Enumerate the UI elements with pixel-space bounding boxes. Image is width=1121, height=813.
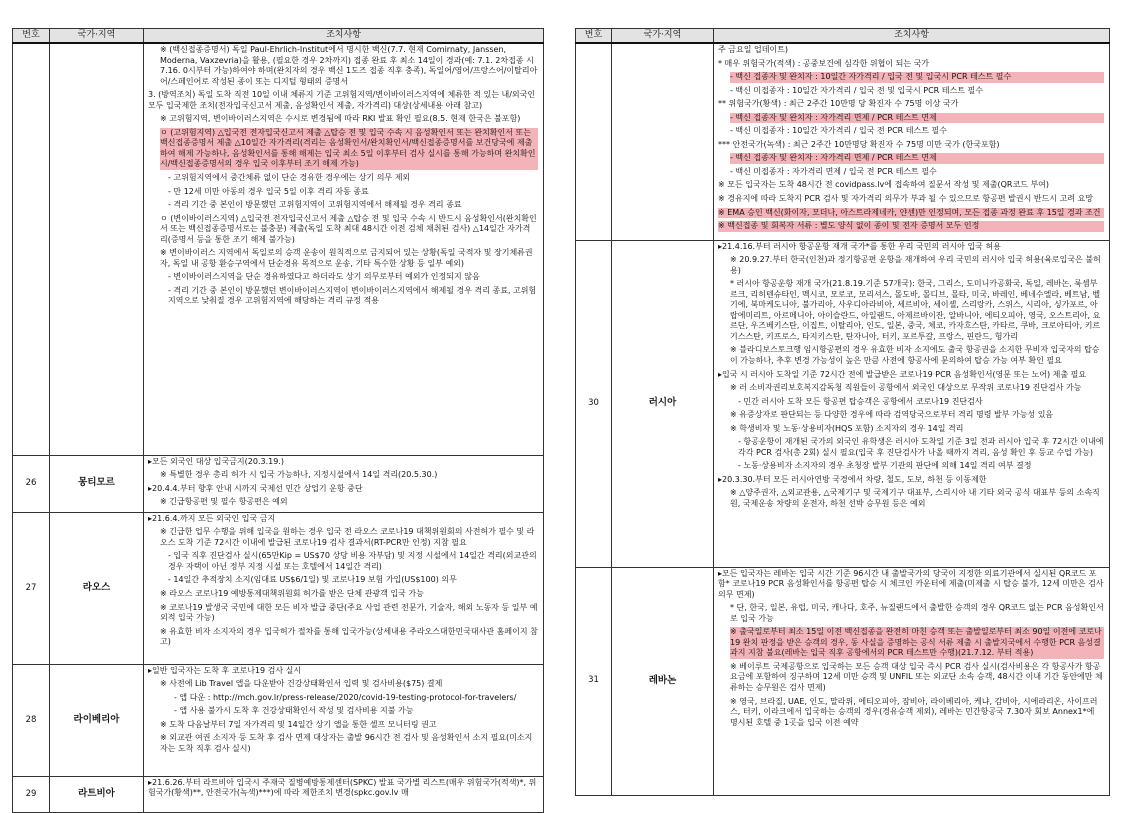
measures-cell <box>144 664 544 776</box>
measure-paragraph: ▸21.6.26.부터 라트비아 입국시 주재국 질병예방통제센터(SPKC) 발표 국가별 리스트(매우 위험국가(적색)*, 위험국가(황색)**, 안전국가(녹색)***)에 따라 제한조치 변경(spkc.gov.lv 매 <box>148 777 537 798</box>
measure-paragraph: ※ 특별한 경우 총리 허가 시 입국 가능하나, 지정시설에서 14일 격리(20.5.30.) <box>160 470 438 480</box>
measure-paragraph: ※ 러 소비자권리보호복지감독청 직원들이 공항에서 외국인 대상으로 무작위 코로나19 진단검사 가능 <box>730 383 1082 393</box>
right-measures-table <box>575 28 1110 796</box>
measure-paragraph: ※ 경유지에 따라 도착지 PCR 검사 및 자가격리 의무가 부과 될 수 있으므로 항공편 발권시 반드시 고려 요망 <box>718 194 1094 204</box>
row-number <box>576 43 612 240</box>
measure-paragraph: *** 안전국가(녹색) : 최근 2주간 10만명당 확진자 수 75명 미만 국가 (한국포함) <box>718 139 1000 149</box>
measure-paragraph: ※ 20.9.27.부터 한국(인천)과 정기항공편 운항을 재개하여 우리 국민의 러시아 입국 허용(육로입국은 불허용) <box>730 255 1101 275</box>
measures-cell <box>144 43 544 455</box>
measures-cell <box>714 567 1110 795</box>
measure-paragraph: ※ 유효한 비자 소지자의 경우 입국허가 절차를 통해 입국가능(상세내용 주라오스대한민국대사관 홈페이지 참고) <box>160 626 538 647</box>
measure-paragraph: * 단, 한국, 일본, 유럽, 미국, 캐나다, 호주, 뉴질랜드에서 출발한 승객의 경우 QR코드 없는 PCR 음성확인서로 입국 가능 <box>730 603 1104 623</box>
measure-paragraph: 주 금요일 업데이트) <box>718 45 789 54</box>
measure-paragraph: ▸21.4.16.부터 러시아 항공운항 재개 국가*를 통한 우리 국민의 러시아 입국 허용 <box>718 241 1001 251</box>
table-row <box>13 43 544 455</box>
measure-paragraph: - 앱 사용 불가시 도착 후 건강상태확인서 작성 및 검사비용 지불 가능 <box>174 706 414 716</box>
measure-paragraph: ※ 긴급항공편 및 필수 항공편은 예외 <box>160 497 288 507</box>
country-name: 레바논 <box>612 567 714 795</box>
row-number: 26 <box>13 455 50 512</box>
measure-paragraph: ㅇ (변이바이러스지역) △입국전 전자입국신고서 제출 △탑승 전 및 입국 수속 시 반드시 음성확인서(완치확인서 또는 백신접종증명서로는 불충분) 제출(독일 도착 최대 48시간 이전 검체 채취된 검사) △14일간 자가격리(증명서 등을 통한 조기 해제 불가능) <box>160 213 537 244</box>
measure-paragraph: - 백신 미접종자 : 자가격리 면제 / 입국 전 PCR 테스트 필수 <box>730 166 937 176</box>
row-number: 28 <box>13 664 50 776</box>
row-number <box>13 43 50 455</box>
measure-paragraph: ※ △양주권자, △외교관용, △국제기구 및 국제기구 대표부, 스리시아 내 기타 외국 공식 대표부 등의 소속직원, 국제운송 차량의 운전자, 하천 선박 승무원 등은 예외 <box>730 488 1100 508</box>
measure-paragraph: ※ 출국일로부터 최소 15일 이전 백신접종을 완전히 마친 승객 또는 출발일로부터 최소 90일 이전에 코로나19 완치 판정을 받은 승객의 경우, 동 사실을 증명하는 공식 서류 제출 시 출발지국에서 수행한 PCR 음성결과지 지참 불요(레바논 입국 직후 공항에서의 PCR 테스트만 수행)(21.7.12. 부터 적용) <box>730 627 1104 659</box>
measure-paragraph: - 14일간 추적장치 소지(임대료 US$6/1일) 및 코로나19 보험 가입(US$100) 의무 <box>168 575 457 585</box>
measure-paragraph: ※ 영국, 브라질, UAE, 인도, 말라위, 에티오피아, 잠비아, 라이베리아, 케냐, 감비아, 시에라리온, 사이프러스, 터키, 이라크에서 입국하는 승객의 경우(경유승객 제외), 레바논 민간항공국 7.30자 회보 Annex1*에 명시된 호텔 중 1곳을 입국 이전 예약 <box>730 696 1098 727</box>
measure-paragraph: ▸일반 입국자는 도착 후 코로나19 검사 실시 <box>148 665 302 675</box>
measure-paragraph: - 고위험지역에서 중간체류 없이 단순 경유한 경우에는 상기 의무 제외 <box>168 173 411 183</box>
measure-paragraph: ※ 도착 다음날부터 7일 자가격리 및 14일간 상기 앱을 통한 셀프 모니터링 권고 <box>160 719 437 729</box>
measure-paragraph: - 백신 미접종자 : 10일간 자가격리 / 입국 전 PCR 테스트 필수 <box>730 126 947 136</box>
header-num: 번호 <box>13 29 50 44</box>
measure-paragraph: ※ 학생비자 및 노동·상용비자(HQS 포함) 소지자의 경우 14일 격리 <box>730 423 964 433</box>
header-num: 번호 <box>576 29 612 44</box>
header-measures: 조치사항 <box>714 29 1110 44</box>
country-name <box>50 43 144 455</box>
row-number: 29 <box>13 776 50 812</box>
measure-paragraph: ※ (백신접종증명서) 독일 Paul-Ehrlich-Institut에서 명시한 백신(7.7. 현재 Comirnaty, Janssen, Moderna, Vaxzevria)을 활용, (필요한 경우 2차까지) 접종 완료 후 최소 14일이 경과(예: 7.1. 2차접종 시 7.16. 0시부터 가능)하여야 하며(완치자의 경우 백신 1도즈 접종 직후 충족), 독일어/영어/프랑스어/이탈리아어/스페인어로 작성된 종이 또는 디지털 형태의 증명서 <box>160 45 538 86</box>
measure-paragraph: - 변이바이러스지역을 단순 경유하였다고 하더라도 상기 의무로부터 예외가 인정되지 않음 <box>168 272 480 282</box>
measure-paragraph: ㅇ (고위험지역) △입국전 전자입국신고서 제출 △탑승 전 및 입국 수속 시 음성확인서 또는 완치확인서 또는 백신접종증명서 제출 △10일간 자가격리(격리는 음성확인서/완치확인서/백신접종증명서를 보건당국에 제출하여 해제 가능하나, 음성확인서를 통해 해제는 입국 최소 5일 이후부터 검사 실시를 통해 가능하며 완치확인시/백신접종증명서의 경우 입국 이후부터 조기 해제 가능) <box>160 128 538 170</box>
table-row <box>13 664 544 776</box>
measure-paragraph: ※ 백신접종 및 회복자 서류 : 별도 양식 없이 종이 및 전자 증명서 모두 인정 <box>718 221 1104 232</box>
table-row <box>576 567 1110 795</box>
measure-paragraph: ▸20.3.30.부터 모든 러시아연방 국경에서 차량, 철도, 도보, 하천 등 이동제한 <box>718 474 987 484</box>
measure-paragraph: 3. (방역조치) 독일 도착 직전 10일 이내 체류지 기준 고위험지역/변이바이러스지역에 체류한 적 있는 내/외국인 모두 입국제한 조치(전자입국신고서 제출, 음성확인서 제출, 자가격리) 대상(상세내용 아래 참고) <box>148 90 536 110</box>
measure-paragraph: ※ 외교관 여권 소지자 등 도착 후 검사 면제 대상자는 출발 96시간 전 검사 및 음성확인서 소지 필요(미소지자는 도착 직후 검사 실시) <box>160 733 533 753</box>
measure-paragraph: - 만 12세 미만 아동의 경우 입국 5일 이후 격리 자동 종료 <box>168 186 369 196</box>
left-measures-table <box>12 28 544 813</box>
measures-cell <box>714 43 1110 240</box>
measure-paragraph: - 입국 직후 진단검사 실시(65만Kip = US$70 상당 비용 자부담) 및 지정 시설에서 14일간 격리(외교관의 경우 자택이 아닌 정부 지정 시설 또는 호텔에서 14일간 격리) <box>168 551 537 571</box>
measure-paragraph: ※ 긴급한 업무 수행을 위해 입국을 원하는 경우 입국 전 라오스 코로나19 대책위원회의 사전허가 필수 및 라오스 도착 기준 72시간 이내에 발급된 코로나19 검사 결과서(RT-PCR만 인정) 지참 필요 <box>160 527 535 547</box>
measure-paragraph: * 러시아 항공운항 재개 국가(21.8.19.기준 57개국): 한국, 그리스, 도미니카공화국, 독일, 레바논, 룩셈부르크, 리히텐슈타인, 멕시코, 모로코, 모리셔스, 몰도바, 몰디브, 몰타, 미국, 바레인, 베네수엘라, 베트남, 벨기에, 북마케도니아, 불가리아, 사우디아라비아, 세르비아, 세이셸, 스리랑카, 스위스, 시리아, 싱가포르, 아랍에미리트, 아르메니아, 아이슬란드, 아일랜드, 아제르바이잔, 알바니아, 에티오피아, 영국, 오스트리아, 요르단, 우즈베키스탄, 이집트, 이탈리아, 인도, 일본, 중국, 체코, 카자흐스탄, 카타르, 쿠바, 크로아티아, 키르기스스탄, 키프로스, 타지키스탄, 탄자니아, 터키, 포르투갈, 프랑스, 핀란드, 헝가리 <box>730 279 1101 341</box>
measure-paragraph: ▸모든 입국자는 레바논 입국 시간 기준 96시간 내 출발국가의 당국이 지정한 의료기관에서 실시된 QR코드 포함* 코로나19 PCR 음성확인서를 항공편 탑승 시 체크인 카운터에 제출(미제출 시 탑승 불가, 12세 미만은 검사 의무 면제) <box>718 568 1104 599</box>
measure-paragraph: ※ 베이루트 국제공항으로 입국하는 모든 승객 대상 입국 즉시 PCR 검사 실시(검사비용은 각 항공사가 항공 요금에 포함하여 징구하며 12세 미만 승객 및 UNFIL 또는 외교단 소속 승객, 48시간 이내 기간 동안에만 체류하는 승무원은 검사 면제) <box>730 661 1103 692</box>
row-number: 31 <box>576 567 612 795</box>
measure-paragraph: ※ 모든 입국자는 도착 48시간 전 covidpass.lv에 접속하여 질문서 작성 및 제출(QR코드 부여) <box>718 180 1050 190</box>
country-name: 몽티모르 <box>50 455 144 512</box>
country-name: 라트비아 <box>50 776 144 812</box>
measure-paragraph: ※ 라오스 코로나19 예방통제대책위원회 허가를 받은 단체 관광객 입국 가능 <box>160 588 424 598</box>
table-row <box>13 776 544 812</box>
measures-cell <box>144 512 544 664</box>
measures-cell <box>144 776 544 812</box>
measure-paragraph: ※ 유증상자로 판단되는 등 다양한 경우에 따라 검역당국으로부터 격리 명령 발부 가능성 있음 <box>730 410 1054 420</box>
measures-cell <box>144 455 544 512</box>
measure-paragraph: ※ 변이바이러스 지역에서 독일로의 승객 운송이 원칙적으로 금지되어 있는 상황(독일 국적자 및 장기체류권자, 독일 내 공항 환승구역에서 단순경유 목적으로 운송, 기타 특수한 상황 등 일부 예외) <box>160 248 533 268</box>
country-name <box>612 43 714 240</box>
header-country: 국가·지역 <box>50 29 144 44</box>
measure-paragraph: ▸21.6.4.까지 모든 외국인 입국 금지 <box>148 513 276 523</box>
table-row <box>13 512 544 664</box>
table-row <box>13 455 544 512</box>
measure-paragraph: - 백신 접종자 및 완치자 : 자가격리 면제 / PCR 테스트 면제 <box>730 153 1104 164</box>
measure-paragraph: - 백신 미접종자 : 10일간 자가격리 / 입국 전 및 입국시 PCR 테스트 필수 <box>730 85 983 95</box>
measure-paragraph: ※ 코로나19 발생국 국민에 대한 모든 비자 발급 중단(주요 사업 관련 전문가, 기술자, 해외 노동자 등 일부 예외적 입국 가능) <box>160 602 538 623</box>
measure-paragraph: - 앱 다운 : http://mch.gov.lr/press-release/2020/covid-19-testing-protocol-for-travelers/ <box>174 692 517 702</box>
measure-paragraph: ▸모든 외국인 대상 입국금지(20.3.19.) <box>148 456 284 466</box>
measure-paragraph: - 격리 기간 중 본인이 방문했던 고위험지역이 고위험지역에서 해제될 경우 격리 종료 <box>168 200 462 210</box>
measure-paragraph: - 백신 접종자 및 완치자 : 자가격리 면제 / PCR 테스트 면제 <box>730 113 1104 124</box>
table-row <box>576 240 1110 567</box>
measure-paragraph: ▸20.4.4.부터 향후 안내 시까지 국제선 민간 상업기 운항 중단 <box>148 483 363 493</box>
row-number: 27 <box>13 512 50 664</box>
measure-paragraph: ** 위험국가(황색) : 최근 2주간 10만명 당 확진자 수 75명 이상 국가 <box>718 99 959 109</box>
measures-cell <box>714 240 1110 567</box>
country-name: 라오스 <box>50 512 144 664</box>
measure-paragraph: - 민간 러시아 도착 모든 항공편 탑승객은 공항에서 코로나19 진단검사 <box>738 396 983 406</box>
header-measures: 조치사항 <box>144 29 544 44</box>
row-number: 30 <box>576 240 612 567</box>
measure-paragraph: ※ 블라디보스토크행 임시항공편의 경우 유효한 비자 소지에도 출국 항공권을 소지한 무비자 입국자의 탑승이 가능하나, 추후 변경 가능성이 높은 만큼 사전에 항공사에 문의하여 탑승 가능 여부 확인 필요 <box>730 345 1100 365</box>
table-row <box>576 43 1110 240</box>
header-country: 국가·지역 <box>612 29 714 44</box>
country-name: 라이베리아 <box>50 664 144 776</box>
measure-paragraph: ※ EMA 승인 백신(화이자, 모더나, 아스트라제네카, 얀센)만 인정되며, 모든 접종 과정 완료 후 15일 경과 조건 <box>718 208 1104 219</box>
measure-paragraph: * 매우 위험국가(적색) : 공중보건에 심각한 위협이 되는 국가 <box>718 58 930 68</box>
measure-paragraph: - 항공운항이 재개된 국가의 외국인 유학생은 러시아 도착일 기준 3일 전과 러시아 입국 후 72시간 이내에 각각 PCR 검사(총 2회) 실시 필요(입국 후 진단검사가 나올 때까지 격리, 음성 확인 후 등교 수업 가능) <box>738 437 1104 457</box>
table-header-row <box>13 29 544 44</box>
measure-paragraph: ※ 고위험지역, 변이바이러스지역은 수시로 변경됨에 따라 RKI 발표 확인 필요(8.5. 현재 한국은 불포함) <box>160 114 521 124</box>
country-name: 러시아 <box>612 240 714 567</box>
table-header-row <box>576 29 1110 44</box>
measure-paragraph: ▸입국 시 러시아 도착일 기준 72시간 전에 발급받은 코로나19 PCR 음성확인서(영문 또는 노어) 제출 필요 <box>718 369 1087 379</box>
measure-paragraph: - 백신 접종자 및 완치자 : 10일간 자가격리 / 입국 전 및 입국시 PCR 테스트 필수 <box>730 72 1104 83</box>
measure-paragraph: ※ 사전에 Lib Travel 앱을 다운받아 건강상태확인서 입력 및 검사비용($75) 결제 <box>160 679 443 689</box>
measure-paragraph: - 노동·상용비자 소지자의 경우 초청장 발부 기관의 판단에 의해 14일 격리 여부 결정 <box>738 461 1032 471</box>
measure-paragraph: - 격리 기간 중 본인이 방문했던 변이바이러스지역이 변이바이러스지역에서 해제될 경우 격리 종료, 고위험지역으로 낮춰질 경우 고위험지역에 해당하는 격리 규정 적용 <box>168 285 537 306</box>
